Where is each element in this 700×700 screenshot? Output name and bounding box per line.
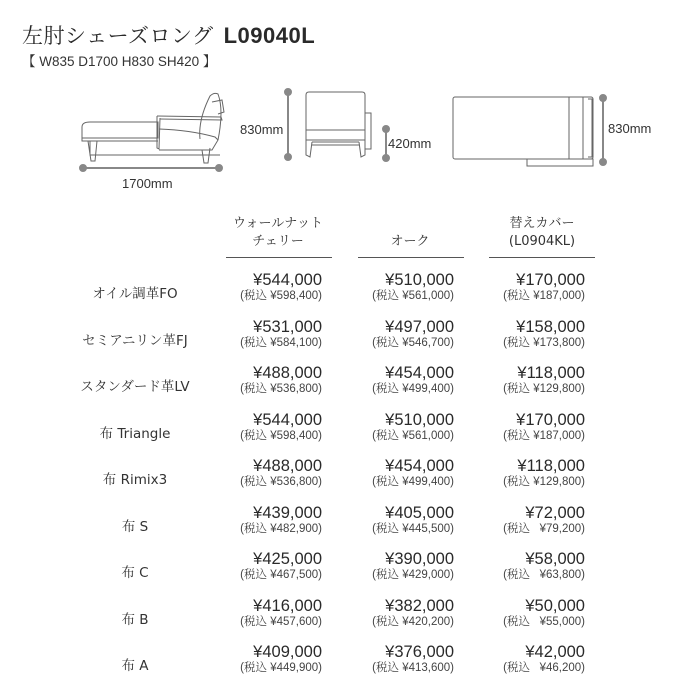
column-header-line1: 替えカバー (509, 216, 575, 231)
price-cell (182, 411, 322, 443)
price-cell (182, 318, 322, 350)
product-code: L09040L (223, 23, 316, 48)
price-tax-included: (税込 ¥413,600) (372, 662, 454, 674)
price-tax-included: (税込 ¥429,000) (372, 569, 454, 581)
column-header-line1 (355, 215, 465, 233)
price-tax-included: (税込 ¥420,200) (372, 615, 454, 628)
price-value: ¥544,000 (253, 271, 322, 289)
row-label: 布 S (121, 518, 149, 535)
price-value: ¥544,000 (253, 410, 322, 429)
row-label: オイル調革FO (92, 286, 178, 302)
price-value: ¥390,000 (385, 550, 454, 568)
price-tax-included: (税込 ¥499,400) (372, 383, 454, 395)
price-cell (182, 271, 322, 303)
price-tax-included: (税込 ¥499,400) (372, 476, 454, 488)
price-cell (445, 457, 585, 489)
dimension-drawings (0, 0, 700, 200)
price-tax-included: (税込 ¥561,000) (372, 429, 454, 442)
height-dimension-label: 830mm (240, 122, 284, 137)
price-value: ¥488,000 (253, 364, 322, 382)
price-tax-included: (税込 ¥536,800) (240, 383, 322, 395)
product-name: 左肘シェーズロング (22, 24, 214, 48)
row-label: セミアニリン革FJ (82, 332, 188, 349)
price-tax-included: (税込 ¥55,000) (503, 615, 585, 628)
price-tax-included: (税込 ¥457,600) (240, 615, 322, 628)
price-tax-included: (税込 ¥546,700) (372, 336, 454, 349)
price-tax-included: (税込 ¥449,900) (240, 662, 322, 674)
price-tax-included: (税込 ¥598,400) (240, 290, 322, 302)
width-dimension-label: 1700mm (122, 176, 173, 191)
price-value: ¥72,000 (525, 503, 585, 522)
price-value: ¥531,000 (253, 317, 322, 336)
price-value: ¥405,000 (385, 503, 454, 522)
price-value: ¥416,000 (253, 596, 322, 615)
price-value: ¥376,000 (385, 643, 454, 661)
price-value: ¥439,000 (253, 503, 322, 522)
price-cell (314, 597, 454, 629)
price-value: ¥58,000 (525, 550, 585, 568)
price-tax-included: (税込 ¥129,800) (503, 476, 585, 488)
price-tax-included: (税込 ¥187,000) (503, 429, 585, 442)
column-divider (489, 257, 595, 258)
column-header-line1: ウォールナット (233, 216, 323, 231)
row-label: 布 C (121, 565, 149, 581)
price-tax-included: (税込 ¥561,000) (372, 290, 454, 302)
product-spec: 【 W835 D1700 H830 SH420 】 (22, 54, 217, 69)
top-view-drawing (453, 97, 593, 166)
row-label: 布 Triangle (99, 425, 171, 442)
price-cell (445, 318, 585, 350)
price-value: ¥170,000 (516, 410, 585, 429)
row-label: スタンダード革LV (80, 379, 190, 395)
price-tax-included: (税込 ¥467,500) (240, 569, 322, 581)
price-tax-included: (税込 ¥79,200) (503, 522, 585, 535)
price-cell (314, 457, 454, 489)
price-value: ¥488,000 (253, 457, 322, 475)
price-tax-included: (税込 ¥173,800) (503, 336, 585, 349)
price-cell (314, 643, 454, 675)
side-view-drawing (82, 93, 224, 163)
price-cell (445, 504, 585, 536)
column-header-line2: オーク (390, 234, 430, 249)
price-tax-included: (税込 ¥445,500) (372, 522, 454, 535)
price-cell (314, 318, 454, 350)
price-tax-included: (税込 ¥46,200) (503, 662, 585, 674)
price-cell (445, 597, 585, 629)
depth-dimension-label: 830mm (608, 121, 652, 136)
price-value: ¥158,000 (516, 317, 585, 336)
price-value: ¥382,000 (385, 596, 454, 615)
price-value: ¥510,000 (385, 410, 454, 429)
price-value: ¥118,000 (517, 364, 585, 382)
price-cell (314, 364, 454, 396)
price-value: ¥50,000 (525, 596, 585, 615)
row-label: 布 B (121, 611, 149, 628)
price-tax-included: (税込 ¥187,000) (503, 290, 585, 302)
price-tax-included: (税込 ¥584,100) (240, 336, 322, 349)
price-cell (445, 643, 585, 675)
price-tax-included: (税込 ¥482,900) (240, 522, 322, 535)
price-value: ¥170,000 (516, 271, 585, 289)
price-cell (445, 550, 585, 582)
price-value: ¥454,000 (385, 364, 454, 382)
price-tax-included: (税込 ¥598,400) (240, 429, 322, 442)
price-cell (182, 597, 322, 629)
price-value: ¥454,000 (385, 457, 454, 475)
price-cell (182, 504, 322, 536)
price-value: ¥409,000 (253, 643, 322, 661)
price-cell (314, 550, 454, 582)
price-value: ¥510,000 (385, 271, 454, 289)
price-cell (445, 411, 585, 443)
column-header-cover (487, 215, 597, 251)
price-cell (182, 550, 322, 582)
column-divider (226, 257, 332, 258)
price-cell (182, 643, 322, 675)
column-divider (358, 257, 464, 258)
price-cell (314, 271, 454, 303)
price-cell (314, 411, 454, 443)
price-value: ¥425,000 (253, 550, 322, 568)
column-header-oak (355, 215, 465, 251)
price-value: ¥118,000 (517, 457, 585, 475)
column-header-walnut-cherry (223, 215, 333, 251)
price-tax-included: (税込 ¥536,800) (240, 476, 322, 488)
row-label: 布 Rimix3 (102, 472, 168, 488)
price-cell (314, 504, 454, 536)
price-cell (182, 457, 322, 489)
price-value: ¥497,000 (385, 317, 454, 336)
seat-height-dimension-label: 420mm (388, 136, 432, 151)
row-label: 布 A (121, 658, 149, 674)
price-value: ¥42,000 (525, 643, 585, 661)
price-cell (445, 271, 585, 303)
price-cell (182, 364, 322, 396)
price-tax-included: (税込 ¥63,800) (503, 569, 585, 581)
price-tax-included: (税込 ¥129,800) (503, 383, 585, 395)
column-header-line2: (L0904KL) (508, 234, 576, 249)
column-header-line2: チェリー (252, 234, 304, 249)
front-view-drawing (306, 92, 371, 157)
price-cell (445, 364, 585, 396)
